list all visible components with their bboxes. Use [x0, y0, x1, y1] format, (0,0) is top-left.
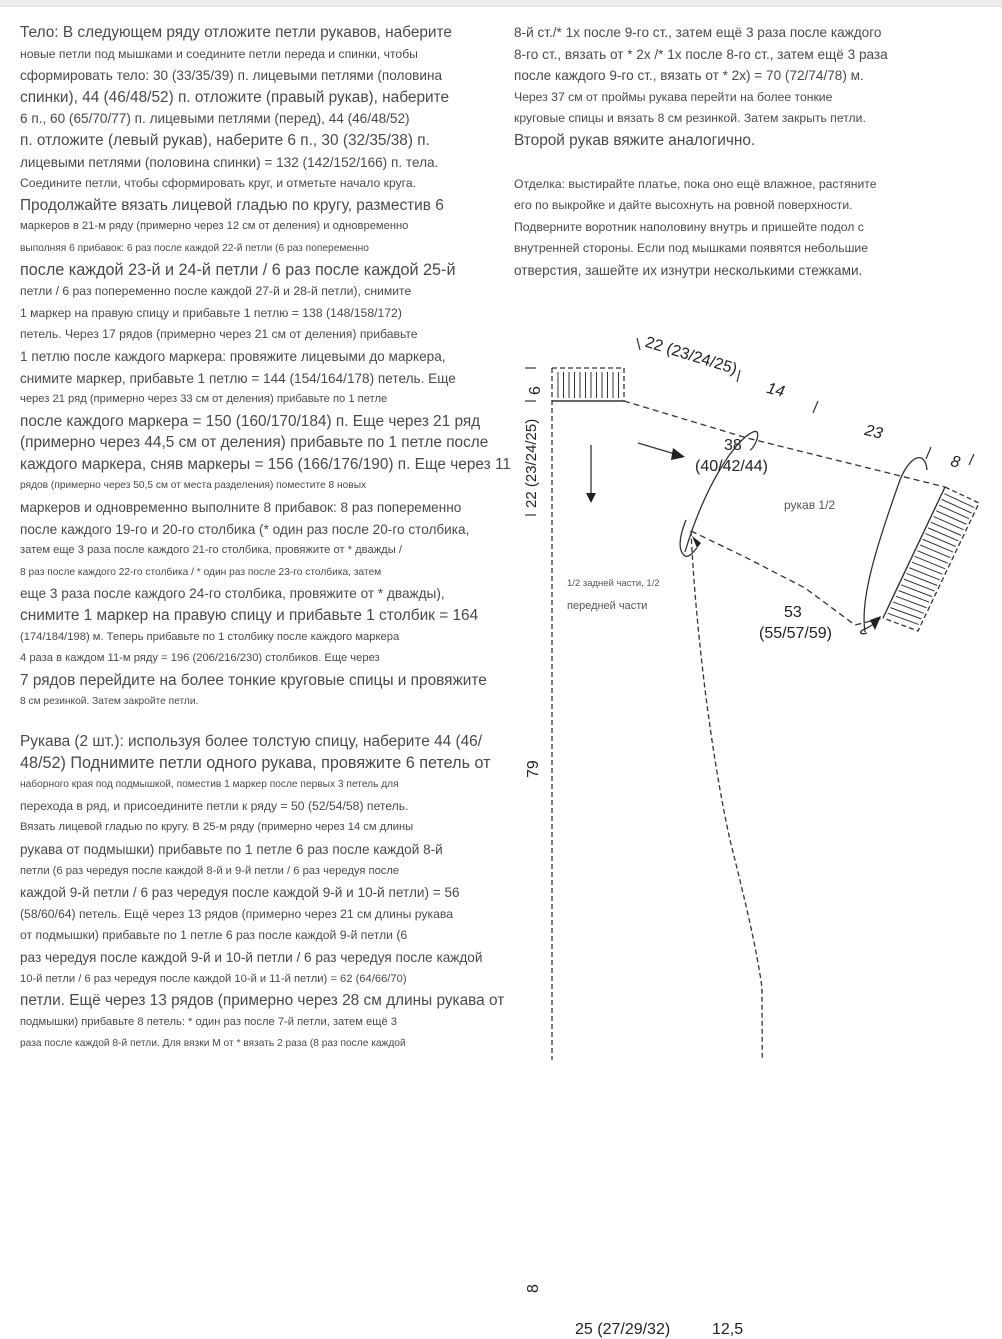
text-line: 8-го ст., вязать от * 2х /* 1х после 8-го ст., затем ещё 3 раза: [514, 46, 888, 62]
dim-wrist-sizes: (55/57/59): [759, 625, 832, 642]
text-line: маркеров в 21-м ряду (примерно через 12 см от деления) и одновременно: [20, 220, 409, 233]
rib-stroke: [925, 534, 955, 547]
text-line: рукава от подмышки) прибавьте по 1 петле 6 раз после каждой 8-й: [20, 841, 443, 857]
text-line: Второй рукав вяжите аналогично.: [514, 131, 756, 149]
rib-stroke: [888, 613, 919, 624]
sleeves-section: [20, 731, 505, 1055]
schematic-diagram: [505, 320, 1002, 1338]
dim-collar-height: 6: [527, 386, 544, 395]
rib-stroke: [915, 556, 946, 568]
text-line: лицевыми петлями (половина спинки) = 132 (142/152/166) п. тела.: [20, 154, 439, 170]
cuff-piece: [883, 487, 979, 631]
schematic-drawing: [505, 320, 1002, 1060]
rib-stroke: [898, 591, 929, 603]
text-line: (174/184/198) м. Теперь прибавьте по 1 столбику после каждого маркера: [20, 630, 400, 643]
text-line: выполняя 6 прибавок: 6 раз после каждой 22-й петли (6 раз попеременно: [20, 242, 369, 254]
right-column: [514, 22, 994, 282]
text-line: его по выкройке и дайте высохнуть на ровной поверхности.: [514, 198, 853, 213]
text-line: 4 раза в каждом 11-м ряду = 196 (206/216/230) столбиков. Еще через: [20, 652, 380, 665]
rib-stroke: [934, 516, 964, 529]
text-line: после каждого маркера = 150 (160/170/184) п. Еще через 21 ряд: [20, 412, 481, 430]
dim-armhole: 38: [724, 437, 742, 454]
collar-piece: [552, 368, 624, 401]
text-line: затем еще 3 раза после каждого 21-го столбика, провяжите от * дважды /: [20, 544, 402, 557]
arrow-head: [586, 493, 596, 503]
text-line: каждой 9-й петли / 6 раз чередуя после каждой 9-й и 10-й петли) = 56: [20, 885, 460, 901]
text-line: Вязать лицевой гладью по кругу. В 25-м ряду (примерно через 14 см длины: [20, 821, 414, 834]
text-line: Отделка: выстирайте платье, пока оно ещё влажное, растяните: [514, 176, 877, 191]
dim-cuff: 8: [948, 453, 962, 472]
text-line: 6 п., 60 (65/70/77) п. лицевыми петлями (перед), 44 (46/48/52): [20, 111, 410, 127]
dim-armhole-sizes: (40/42/44): [695, 458, 768, 475]
text-line: рядов (примерно через 50,5 см от места разделения) поместите 8 новых: [20, 480, 367, 492]
rib-stroke: [912, 562, 943, 574]
text-line: 8 раз после каждого 22-го столбика / * один раз после 23-го столбика, затем: [20, 566, 382, 578]
rib-stroke: [890, 608, 921, 619]
text-line: через 21 ряд (примерно через 33 см от деления) прибавьте по 1 петле: [20, 393, 388, 406]
dim-body-length: 79: [525, 760, 542, 778]
body-note-line-2: передней части: [567, 600, 648, 612]
rib-stroke: [923, 539, 953, 552]
body-note-line-1: 1/2 задней части, 1/2: [567, 578, 660, 589]
text-line: (примерно через 44,5 см от деления) прибавьте по 1 петле после: [20, 434, 489, 452]
dim-upper-sleeve: 14: [764, 380, 787, 401]
text-line: внутренней стороны. Если под мышками появятся небольшие: [514, 241, 868, 256]
text-line: круговые спицы и вязать 8 см резинкой. Затем закрыть петли.: [514, 111, 866, 126]
rib-stroke: [944, 494, 974, 508]
rib-stroke: [907, 573, 938, 585]
finishing-section: [514, 174, 994, 282]
text-line: раз чередуя после каждой 9-й и 10-й петли / 6 раз чередуя после каждой: [20, 949, 483, 965]
text-line: 7 рядов перейдите на более тонкие круговые спицы и провяжите: [20, 671, 487, 689]
text-line: петель. Через 17 рядов (примерно через 21 см от деления) прибавьте: [20, 327, 418, 342]
arrow-head: [671, 448, 685, 460]
text-line: новые петли под мышками и соедините петли переда и спинки, чтобы: [20, 46, 418, 61]
rib-stroke: [920, 545, 950, 558]
rib-stroke: [936, 511, 966, 524]
text-line: 1 петлю после каждого маркера: провяжите лицевыми до маркера,: [20, 348, 446, 364]
arrow-head: [870, 616, 881, 630]
text-line: снимите маркер, прибавьте 1 петлю = 144 (154/164/178) петель. Еще: [20, 370, 456, 386]
body-side-line: [691, 531, 763, 1060]
dim-hem-height: 8: [525, 1284, 542, 1293]
dim-wrist: 53: [784, 604, 802, 621]
spacer: [20, 713, 500, 731]
rib-stroke: [893, 602, 924, 613]
rib-stroke: [904, 579, 935, 591]
text-line: петли / 6 раз попеременно после каждой 27-й и 28-й петли), снимите: [20, 284, 412, 299]
rib-stroke: [942, 499, 972, 513]
rib-stroke: [939, 505, 969, 519]
text-line: после каждого 9-го ст., вязать от * 2х) = 70 (72/74/78) м.: [514, 68, 864, 84]
text-line: 10-й петли / 6 раз чередуя после каждой 10-й и 11-й петли) = 62 (64/66/70): [20, 972, 407, 985]
rib-stroke: [917, 551, 947, 564]
text-line: п. отложите (левый рукав), наберите 6 п., 30 (32/35/38) п.: [20, 131, 430, 149]
text-line: Тело: В следующем ряду отложите петли рукавов, наберите: [20, 24, 452, 41]
text-line: перехода в ряд, и присоедините петли к ряду = 50 (52/54/58) петель.: [20, 798, 409, 813]
text-line: еще 3 раза после каждого 24-го столбика, провяжите от * дважды),: [20, 586, 445, 602]
rib-stroke: [928, 528, 958, 541]
text-line: от подмышки) прибавьте по 1 петле 6 раз после каждой 9-й петли (6: [20, 928, 408, 943]
rib-stroke: [931, 522, 961, 535]
shoulder-line: [624, 401, 945, 487]
dimension-ticks: [525, 338, 974, 1060]
text-line: каждого маркера, сняв маркеры = 156 (166/176/190) п. Еще через 11: [20, 455, 511, 473]
arrow-head: [692, 536, 701, 548]
dim-half-width: 25 (27/29/32): [575, 1321, 671, 1338]
text-line: раза после каждой 8-й петли. Для вязки М от * вязать 2 раза (8 раз после каждой: [20, 1038, 406, 1050]
text-line: спинки), 44 (46/48/52) п. отложите (правый рукав), наберите: [20, 88, 450, 106]
text-line: 1 маркер на правую спицу и прибавьте 1 петлю = 138 (148/158/172): [20, 305, 402, 320]
top-bar: [0, 0, 1002, 7]
sleeves-continued: [514, 22, 994, 152]
text-line: Через 37 см от проймы рукава перейти на более тонкие: [514, 89, 833, 104]
rib-stroke: [901, 585, 932, 597]
text-line: 8 см резинкой. Затем закройте петли.: [20, 696, 199, 708]
rib-stroke: [896, 596, 927, 608]
dim-flare: 12,5: [712, 1321, 744, 1338]
text-line: петли. Ещё через 13 рядов (примерно через 28 см длины рукава от: [20, 992, 505, 1010]
dim-yoke-height: 22 (23/24/25): [523, 418, 540, 508]
text-line: маркеров и одновременно выполните 8 прибавок: 8 раз попеременно: [20, 500, 462, 516]
text-line: отверстия, зашейте их изнутри несколькими стежками.: [514, 262, 863, 278]
left-column: [20, 22, 511, 1055]
text-line: Продолжайте вязать лицевой гладью по кругу, разместив 6: [20, 196, 444, 214]
text-line: сформировать тело: 30 (33/35/39) п. лицевыми петлями (половина: [20, 68, 443, 84]
text-line: 48/52) Поднимите петли одного рукава, провяжите 6 петель от: [20, 753, 491, 772]
text-line: 8-й ст./* 1х после 9-го ст., затем ещё 3 раза после каждого: [514, 25, 882, 40]
text-line: Подверните воротник наполовину внутрь и пришейте подол с: [514, 219, 864, 234]
text-line: после каждой 23-й и 24-й петли / 6 раз после каждой 25-й: [20, 260, 456, 279]
sleeve-label: рукав 1/2: [784, 498, 836, 512]
text-line: петли (6 раз чередуя после каждой 8-й и 9-й петли / 6 раз чередуя после: [20, 864, 400, 877]
text-line: снимите 1 маркер на правую спицу и прибавьте 1 столбик = 164: [20, 607, 479, 625]
text-line: после каждого 19-го и 20-го столбика (* один раз после 20-го столбика,: [20, 521, 470, 537]
dim-lower-sleeve: 23: [862, 422, 885, 443]
text-line: Соедините петли, чтобы сформировать круг, и отметьте начало круга.: [20, 176, 417, 191]
text-line: Рукава (2 шт.): используя более толстую спицу, наберите 44 (46/: [20, 733, 483, 750]
spacer: [514, 152, 994, 174]
text-line: подмышки) прибавьте 8 петель: * один раз после 7-й петли, затем ещё 3: [20, 1015, 398, 1028]
body-section: [20, 22, 511, 713]
text-line: (58/60/64) петель. Ещё через 13 рядов (примерно через 21 см длины рукава: [20, 906, 454, 921]
rib-stroke: [909, 568, 940, 580]
text-line: наборного края под подмышкой, поместив 1 маркер после первых 3 петель для: [20, 779, 399, 791]
dim-shoulder: 22 (23/24/25): [643, 334, 740, 379]
